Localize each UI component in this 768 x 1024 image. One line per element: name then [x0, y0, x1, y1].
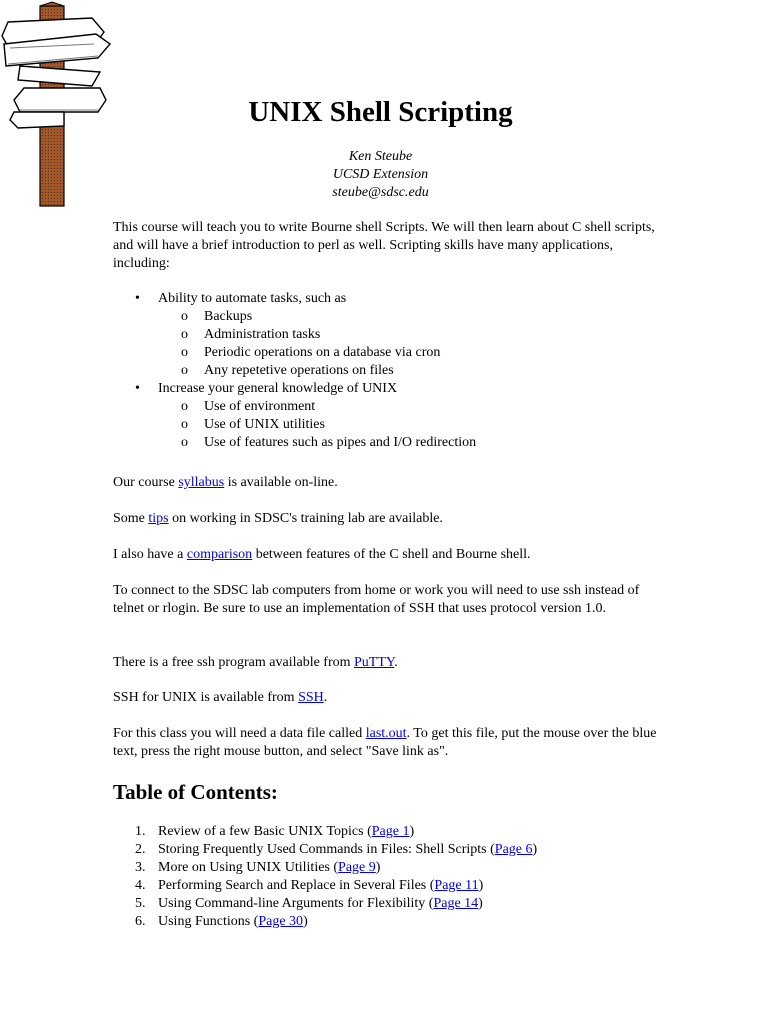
- syllabus-paragraph: [113, 474, 658, 492]
- text: I also have a: [113, 547, 187, 562]
- toc-page-link[interactable]: Page 9: [338, 860, 376, 875]
- sub-item-label: Administration tasks: [204, 327, 321, 342]
- author-name: Ken Steube: [348, 149, 413, 164]
- putty-paragraph: [113, 654, 658, 672]
- comparison-link[interactable]: comparison: [186, 547, 253, 562]
- ssh-link[interactable]: SSH: [298, 690, 324, 705]
- sub-item-label: Use of features such as pipes and I/O redirection: [204, 435, 477, 450]
- text: between features of the C shell and Bourne shell.: [252, 547, 531, 562]
- sub-list-item: [113, 362, 658, 380]
- intro-paragraph: This course will teach you to write Bourne shell Scripts. We will then learn about C shell scripts, and will have a brief introduction to perl as well. Scripting skills have many applications, including:: [113, 220, 655, 271]
- toc-number: 2.: [135, 842, 146, 857]
- list-item: [113, 380, 658, 452]
- circle-bullet-icon: o: [181, 435, 188, 450]
- sub-item-label: Any repetetive operations on files: [204, 363, 394, 378]
- toc-text: More on Using UNIX Utilities (: [158, 860, 339, 875]
- toc-number: 4.: [135, 878, 146, 893]
- page-title: UNIX Shell Scripting: [248, 96, 513, 128]
- toc-list: [113, 823, 658, 931]
- text: Our course: [113, 475, 179, 490]
- signpost-image: [0, 0, 115, 215]
- list-item-label: Increase your general knowledge of UNIX: [158, 381, 398, 396]
- toc-text: Using Functions (: [158, 914, 259, 929]
- text: ): [478, 878, 484, 893]
- syllabus-link[interactable]: syllabus: [178, 475, 225, 490]
- toc-text: Using Command-line Arguments for Flexibility (: [158, 896, 434, 911]
- sub-list-item: [113, 416, 658, 434]
- toc-item: [113, 823, 658, 841]
- toc-page-link[interactable]: Page 30: [258, 914, 304, 929]
- text: . To get this file, put the mouse over the blue text, press the right mouse button, and select "Save link as".: [113, 726, 657, 759]
- toc-page-link[interactable]: Page 14: [433, 896, 479, 911]
- circle-bullet-icon: o: [181, 417, 188, 432]
- sub-item-label: Use of environment: [204, 399, 316, 414]
- toc-page-link[interactable]: Page 1: [371, 824, 410, 839]
- text: ): [409, 824, 415, 839]
- sub-list-item: [113, 344, 658, 362]
- toc-number: 1.: [135, 824, 146, 839]
- text: There is a free ssh program available from: [113, 655, 355, 670]
- sub-list-item: [113, 434, 658, 452]
- ssh-paragraph: [113, 689, 658, 707]
- circle-bullet-icon: o: [181, 363, 188, 378]
- sub-list-item: [113, 398, 658, 416]
- sub-item-label: Use of UNIX utilities: [204, 417, 325, 432]
- circle-bullet-icon: o: [181, 309, 188, 324]
- text: Some: [113, 511, 149, 526]
- connect-paragraph: To connect to the SDSC lab computers from home or work you will need to use ssh instead of telnet or rlogin. Be sure to use an implementation of SSH that uses protocol version 1.0.: [113, 583, 640, 616]
- toc-item: [113, 841, 658, 859]
- tips-link[interactable]: tips: [148, 511, 169, 526]
- text: ): [478, 896, 483, 911]
- toc-page-link[interactable]: Page 6: [494, 842, 533, 857]
- toc-number: 3.: [135, 860, 146, 875]
- text: .: [394, 655, 398, 670]
- text: ): [375, 860, 381, 875]
- sub-item-label: Backups: [204, 309, 253, 324]
- toc-number: 6.: [135, 914, 146, 929]
- toc-text: Performing Search and Replace in Several Files (: [158, 878, 435, 893]
- datafile-paragraph: [113, 725, 658, 761]
- sub-list: [158, 398, 658, 452]
- author-block: [113, 148, 648, 202]
- toc-text: Storing Frequently Used Commands in Files: Shell Scripts (: [158, 842, 495, 857]
- text: on working in SDSC's training lab are available.: [168, 511, 443, 526]
- author-org: UCSD Extension: [332, 167, 429, 182]
- toc-item: [113, 877, 658, 895]
- toc-item: [113, 859, 658, 877]
- putty-link[interactable]: PuTTY: [354, 655, 395, 670]
- sub-list: [158, 308, 658, 380]
- list-item-label: Ability to automate tasks, such as: [158, 291, 347, 306]
- text: ): [532, 842, 538, 857]
- text: For this class you will need a data file called: [113, 726, 366, 741]
- bullet-icon: •: [135, 291, 140, 306]
- skills-list: [113, 290, 658, 452]
- list-item: [113, 290, 658, 380]
- toc-item: [113, 895, 658, 913]
- comparison-paragraph: [113, 546, 658, 564]
- bullet-icon: •: [135, 381, 140, 396]
- sub-list-item: [113, 326, 658, 344]
- toc-number: 5.: [135, 896, 146, 911]
- tips-paragraph: [113, 510, 658, 528]
- circle-bullet-icon: o: [181, 327, 188, 342]
- sub-item-label: Periodic operations on a database via cron: [204, 345, 441, 360]
- circle-bullet-icon: o: [181, 399, 188, 414]
- text: is available on-line.: [224, 475, 338, 490]
- toc-item: [113, 913, 658, 931]
- toc-page-link[interactable]: Page 11: [434, 878, 479, 893]
- sub-list-item: [113, 308, 658, 326]
- text: .: [323, 690, 328, 705]
- text: SSH for UNIX is available from: [113, 690, 299, 705]
- toc-heading: Table of Contents:: [113, 780, 278, 804]
- toc-text: Review of a few Basic UNIX Topics (: [158, 824, 372, 839]
- text: ): [303, 914, 308, 929]
- author-email: steube@sdsc.edu: [332, 185, 429, 200]
- last-out-link[interactable]: last.out: [365, 726, 407, 741]
- circle-bullet-icon: o: [181, 345, 188, 360]
